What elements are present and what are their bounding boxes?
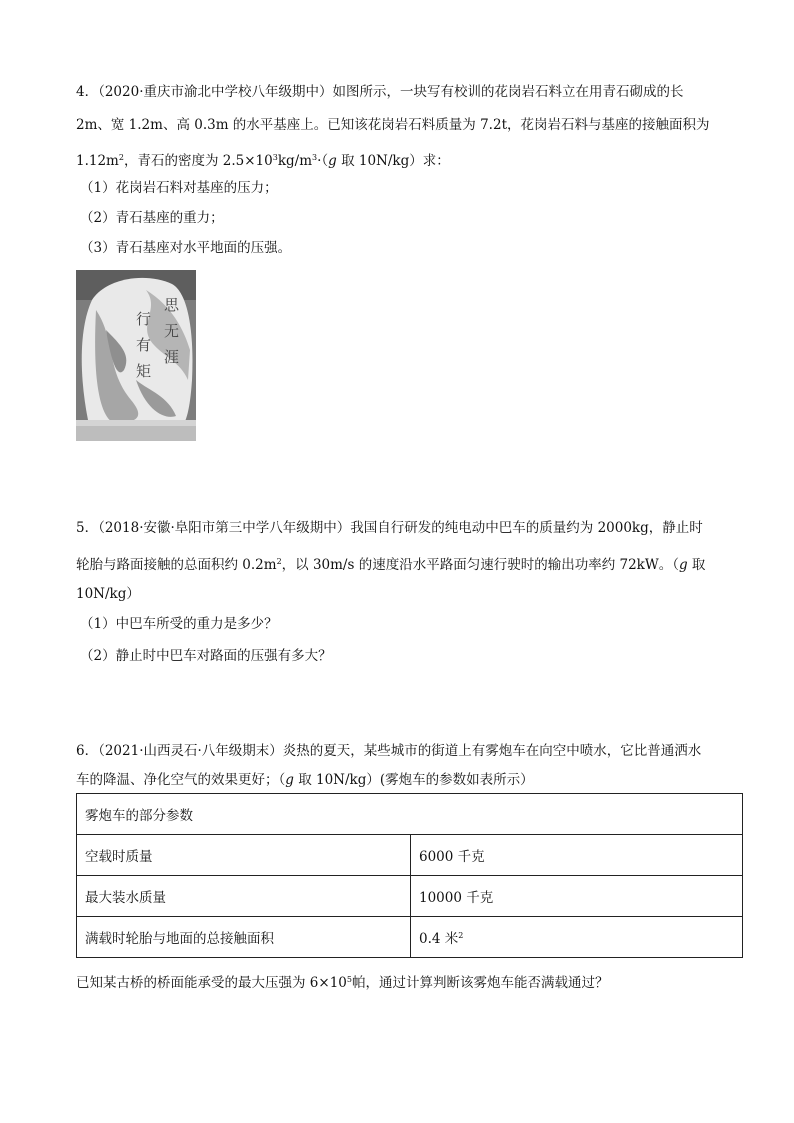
stone-char-1: 思 — [164, 296, 180, 314]
q5-sub2: （2）静止时中巴车对路面的压强有多大？ — [80, 648, 332, 664]
q5-line2 — [76, 552, 726, 575]
q6-pressure: 已知某古桥的桥面能承受的最大压强为 6×10 — [76, 975, 347, 991]
table-row — [77, 835, 743, 876]
q5-sup-2: 2 — [276, 557, 282, 566]
q4-line2: 2m、宽 1.2m、高 0.3m 的水平基座上。已知该花岗岩石料质量为 7.2t，花岗岩石料与基座的接触面积为 — [76, 117, 710, 133]
q4-unit: kg/m — [277, 153, 312, 169]
q4-density: ，青石的密度为 2.5×10 — [123, 153, 273, 169]
param-value: 10000 千克 — [411, 876, 743, 917]
q6-g-symbol: g — [285, 772, 294, 788]
q4-line1: 4．（2020·重庆市渝北中学校八年级期中）如图所示，一块写有校训的花岗岩石料立在用青石砌成的长 — [76, 84, 684, 100]
q6-question — [76, 970, 726, 993]
q4-g-value: 取 10N/kg）求： — [336, 153, 450, 169]
stone-char-2: 无 — [164, 322, 180, 340]
q4-area: 1.12m — [76, 153, 119, 169]
stone-char-5: 有 — [136, 336, 152, 354]
q5-area: 轮胎与路面接触的总面积约 0.2m — [76, 557, 277, 573]
q4-sup-3a: 3 — [272, 153, 278, 162]
q6-intro: 车的降温、净化空气的效果更好；（ — [76, 772, 286, 788]
q4-paren: ·（ — [317, 153, 329, 169]
q5-sub1: （1）中巴车所受的重力是多少？ — [80, 616, 278, 632]
q5-speed: ，以 30m/s 的速度沿水平路面匀速行驶时的输出功率约 72kW。（ — [281, 557, 679, 573]
q4-line3 — [76, 148, 726, 171]
stone-char-4: 行 — [136, 310, 152, 328]
param-value-cell — [411, 917, 743, 958]
q5-g-take: 取 — [687, 557, 706, 573]
granite-stone-image — [76, 270, 196, 441]
q6-line2 — [76, 770, 726, 790]
table-title: 雾炮车的部分参数 — [77, 794, 743, 835]
stone-char-6: 矩 — [136, 362, 152, 380]
param-value: 0.4 米 — [419, 931, 459, 947]
q6-ask: 帕，通过计算判断该雾炮车能否满载通过？ — [351, 975, 609, 991]
table-row — [77, 917, 743, 958]
param-label: 空载时质量 — [77, 835, 411, 876]
q4-sub2: （2）青石基座的重力； — [80, 210, 224, 226]
q4-sub3: （3）青石基座对水平地面的压强。 — [80, 240, 292, 256]
q4-sup-2: 2 — [118, 153, 124, 162]
fog-cannon-params-table — [76, 793, 743, 958]
q4-g-symbol: g — [328, 153, 337, 169]
q6-g-value: 取 10N/kg）(雾炮车的参数如表所示） — [293, 772, 534, 788]
q6-line1: 6．（2021·山西灵石·八年级期末）炎热的夏天，某些城市的街道上有雾炮车在向空中喷水，它比普通洒水 — [76, 743, 702, 759]
q5-g-symbol: g — [678, 557, 688, 573]
param-label: 最大装水质量 — [77, 876, 411, 917]
table-row — [77, 876, 743, 917]
param-sup: 2 — [458, 931, 464, 940]
q5-line3: 10N/kg） — [76, 586, 140, 602]
param-label: 满载时轮胎与地面的总接触面积 — [77, 917, 411, 958]
q6-sup-5: 5 — [346, 975, 352, 984]
table-title-row — [77, 794, 743, 835]
stone-illustration — [76, 270, 196, 441]
q4-sub1: （1）花岗岩石料对基座的压力； — [80, 180, 278, 196]
q5-line1: 5．（2018·安徽·阜阳市第三中学八年级期中）我国自行研发的纯电动中巴车的质量约为 2000kg，静止时 — [76, 520, 703, 536]
stone-char-3: 涯 — [164, 348, 180, 366]
q4-sup-3b: 3 — [312, 153, 318, 162]
param-value: 6000 千克 — [411, 835, 743, 876]
